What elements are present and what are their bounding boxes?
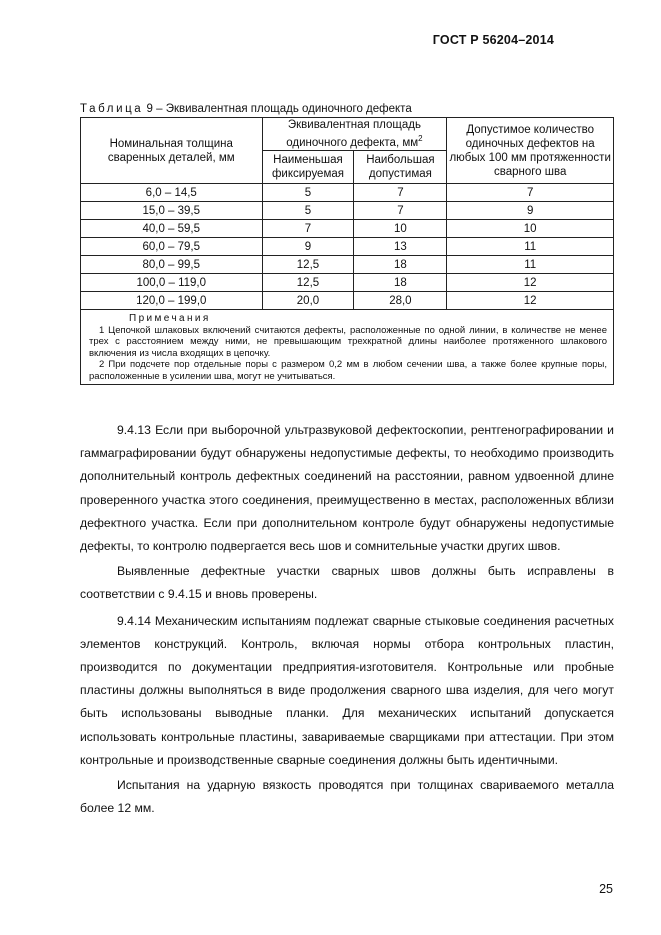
cell-thickness: 40,0 – 59,5: [81, 220, 263, 238]
body-text: [80, 419, 614, 820]
table-row: [81, 256, 614, 274]
cell-count: 9: [447, 202, 614, 220]
table-row: [81, 238, 614, 256]
notes-title: Примечания: [129, 313, 211, 324]
cell-min: 20,0: [262, 292, 354, 310]
paragraph-impact-test: Испытания на ударную вязкость проводятся при толщинах свариваемого металла более 12 мм.: [80, 778, 614, 816]
paragraph-9-4-14: 9.4.14 Механическим испытаниям подлежат сварные стыковые соединения расчетных элементов конструкций. Контроль, включая нормы отбора контрольных пластин, производится по документации предприятия-изготовителя. Контрольные или пробные пластины должны выполняться в виде продолжения сварного шва изделия, для чего могут быть использованы выводные планки. Для механических испытаний допускается использовать контрольные пластины, завариваемые сварщиками при аттестации. При этом контрольные и производственные сварные соединения должны быть идентичными.: [80, 613, 614, 767]
cell-min: 5: [262, 202, 354, 220]
header-area-group: [262, 118, 447, 151]
note-1: 1 Цепочкой шлаковых включений считаются дефекты, расположенные по одной линии, в количестве не менее трех с расстоянием между ними, не превышающим трехкратной длины наиболее протяженного шлакового включения из числа входящих в цепочку.: [89, 324, 607, 359]
document-header: ГОСТ Р 56204–2014: [432, 33, 554, 47]
cell-thickness: 80,0 – 99,5: [81, 256, 263, 274]
header-thickness: Номинальная толщина сваренных деталей, мм: [81, 118, 263, 184]
cell-count: 12: [447, 274, 614, 292]
table-notes: [81, 310, 614, 385]
cell-max: 18: [354, 256, 447, 274]
page-number: 25: [599, 882, 613, 896]
table-caption: [80, 103, 412, 115]
cell-min: 7: [262, 220, 354, 238]
cell-min: 12,5: [262, 256, 354, 274]
paragraph-9-4-13: 9.4.13 Если при выборочной ультразвуковой дефектоскопии, рентгенографировании и гаммаграфировании будут обнаружены недопустимые дефекты, то необходимо производить дополнительный контроль дефектных соединений на расстоянии, равном удвоенной длине проверенного участка этого соединения, преимущественно в местах, расположенных вблизи дефектного участка. Если при дополнительном контроле будут обнаружены недопустимые дефекты, то контролю подвергается весь шов и сомнительные участки других швов.: [80, 423, 614, 554]
header-area-text: Эквивалентная площадь одиночного дефекта, мм: [286, 119, 421, 149]
header-min-fixed: Наименьшая фиксируемая: [262, 151, 354, 184]
table-caption-title: Эквивалентная площадь одиночного дефекта: [165, 103, 412, 115]
cell-thickness: 60,0 – 79,5: [81, 238, 263, 256]
cell-max: 18: [354, 274, 447, 292]
cell-count: 10: [447, 220, 614, 238]
cell-min: 5: [262, 184, 354, 202]
table-row: [81, 202, 614, 220]
header-max-allowed: Наибольшая допустимая: [354, 151, 447, 184]
cell-thickness: 100,0 – 119,0: [81, 274, 263, 292]
note-2: 2 При подсчете пор отдельные поры с размером 0,2 мм в любом сечении шва, а также более крупные поры, расположенные в усилении шва, могут не учитываться.: [89, 359, 607, 382]
table-caption-label: Таблица: [80, 103, 144, 115]
cell-thickness: 120,0 – 199,0: [81, 292, 263, 310]
table-row: [81, 184, 614, 202]
cell-count: 11: [447, 238, 614, 256]
cell-max: 28,0: [354, 292, 447, 310]
cell-max: 13: [354, 238, 447, 256]
table-row: [81, 274, 614, 292]
header-area-sup: 2: [418, 134, 423, 144]
table-row: [81, 292, 614, 310]
cell-count: 11: [447, 256, 614, 274]
cell-count: 7: [447, 184, 614, 202]
header-allowed-count: Допустимое количество одиночных дефектов на любых 100 мм протяженности сварного шва: [447, 118, 614, 184]
table-caption-number: 9 –: [146, 103, 163, 115]
cell-thickness: 15,0 – 39,5: [81, 202, 263, 220]
cell-max: 10: [354, 220, 447, 238]
cell-count: 12: [447, 292, 614, 310]
cell-max: 7: [354, 202, 447, 220]
cell-min: 12,5: [262, 274, 354, 292]
defect-table: [80, 117, 614, 385]
cell-min: 9: [262, 238, 354, 256]
cell-thickness: 6,0 – 14,5: [81, 184, 263, 202]
table-row: [81, 220, 614, 238]
cell-max: 7: [354, 184, 447, 202]
paragraph-defects-fixed: Выявленные дефектные участки сварных швов должны быть исправлены в соответствии с 9.4.15 и вновь проверены.: [80, 564, 614, 602]
